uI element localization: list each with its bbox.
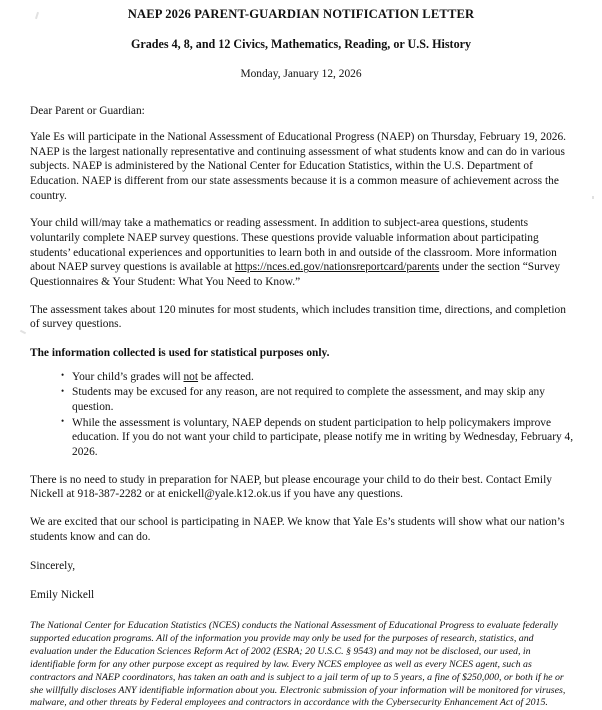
list-item	[61, 370, 578, 385]
paragraph-closing-remarks: We are excited that our school is participating in NAEP. We know that Yale Es’s students will show what our nation’s students know and can do.	[30, 515, 565, 543]
scan-speck	[592, 196, 594, 199]
paragraph-survey-text-after: under the section “Survey Questionnaires & Your Student: What You Need to Know.”	[30, 261, 561, 288]
page-title: NAEP 2026 PARENT-GUARDIAN NOTIFICATION LETTER	[127, 7, 475, 21]
nces-parents-link[interactable]: https://nces.ed.gov/nationsreportcard/parents	[234, 261, 440, 274]
signature-name: Emily Nickell	[30, 589, 95, 602]
page-subtitle: Grades 4, 8, and 12 Civics, Mathematics, Reading, or U.S. History	[130, 36, 472, 51]
letter-date: Monday, January 12, 2026	[240, 67, 362, 80]
paragraph-survey-questions	[30, 216, 586, 289]
statistical-purposes-notice: The information collected is used for statistical purposes only.	[30, 346, 330, 359]
closing-line: Sincerely,	[30, 560, 76, 573]
bullet-grades-emphasis: not	[183, 370, 199, 383]
paragraph-contact: There is no need to study in preparation for NAEP, but please encourage your child to do their best. Contact Emily Nickell at 918-387-2282 or at enickell@yale.k12.ok.us if you have any questions.	[30, 473, 552, 501]
paragraph-duration: The assessment takes about 120 minutes for most students, which includes transition time, directions, and completion of survey questions.	[30, 303, 566, 331]
list-item: • Students may be excused for any reason, are not required to complete the assessment, and may skip any question.	[61, 385, 578, 414]
salutation: Dear Parent or Guardian:	[30, 105, 145, 118]
bullet-grades-before: Your child’s grades will	[72, 370, 184, 383]
paragraph-survey-text-before: Your child will/may take a mathematics or reading assessment. In addition to subject-area questions, students voluntarily complete NAEP survey questions. These questions provide valuable information about participating students’ educational experiences and opportunities to learn both in and outside of the classroom. More information about NAEP survey questions is available at	[30, 217, 557, 274]
list-item: • While the assessment is voluntary, NAEP depends on student participation to help policymakers improve education. If you do not want your child to participate, please notify me in writing by Wednesday, February 4, 2026.	[61, 416, 578, 460]
legal-disclaimer: The National Center for Education Statistics (NCES) conducts the National Assessment of Educational Progress to evaluate federally supported education programs. All of the information you provide may only be used for the purposes of research, statistics, and evaluation under the Education Sciences Reform Act of 2002 (ESRA; 20 U.S.C. § 9543) and may not be disclosed, our used, in identifiable form for any other purpose except as required by law. Every NCES employee as well as every NCES agent, such as contractors and NAEP coordinators, has taken an oath and is subject to a jail term of up to 5 years, a fine of $250,000, or both if he or she willfully discloses ANY identifiable information about you. Electronic submission of your information will be monitored for viruses, malware, and other threats by Federal employees and contractors in accordance with the Cybersecurity Enhancement Act of 2015.	[30, 620, 566, 709]
paragraph-about-naep: Yale Es will participate in the National Assessment of Educational Progress (NAEP) on Thursday, February 19, 2026. NAEP is the largest nationally representative and continuing assessment of what students know and can do in various subjects. NAEP is administered by the National Center for Education Statistics, within the U.S. Department of Education. NAEP is different from our state assessments because it is a common measure of achievement across the country.	[30, 131, 567, 202]
notice-bullet-list	[30, 370, 586, 460]
bullet-grades-after: be affected.	[198, 370, 254, 383]
